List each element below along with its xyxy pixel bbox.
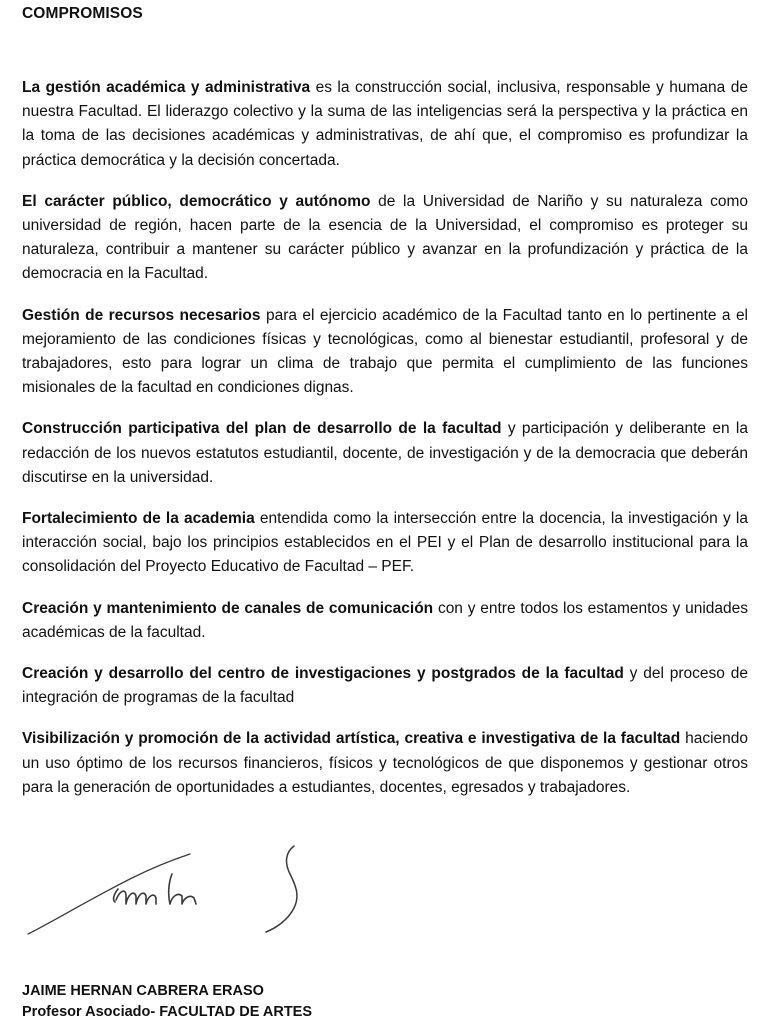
signer-title: Profesor Asociado- FACULTAD DE ARTES bbox=[22, 1004, 313, 1020]
handwritten-signature bbox=[22, 838, 342, 953]
commitment-title: Creación y mantenimiento de canales de comunicación bbox=[22, 599, 434, 617]
commitment-paragraph bbox=[22, 662, 748, 710]
commitment-paragraph bbox=[22, 727, 748, 800]
commitment-title: Construcción participativa del plan de desarrollo de la facultad bbox=[22, 420, 502, 438]
commitment-title: Visibilización y promoción de la actividad artística, creativa e investigativa de la facultad bbox=[22, 730, 681, 748]
commitment-paragraph bbox=[22, 417, 748, 490]
commitment-paragraph bbox=[22, 76, 748, 173]
commitment-paragraph bbox=[22, 597, 748, 645]
commitment-text: con y entre todos los estamentos y unidades académicas de la facultad. bbox=[22, 599, 749, 641]
commitments-list bbox=[22, 76, 748, 817]
commitment-text: haciendo un uso óptimo de los recursos financieros, físicos y tecnológicos de que disponemos y gestionar otros para la generación de oportunidades a estudiantes, docentes, egresados y trabajadores. bbox=[22, 730, 748, 796]
commitment-paragraph bbox=[22, 507, 748, 580]
commitment-title: La gestión académica y administrativa bbox=[22, 79, 311, 96]
commitment-paragraph bbox=[22, 304, 748, 401]
commitment-text: para el ejercicio académico de la Facultad tanto en lo pertinente a el mejoramiento de las condiciones físicas y tecnológicas, como al bienestar estudiantil, profesoral y de trabajadores, esto para lograr un clima de trabajo que permita el cumplimiento de las funciones misionales de la facultad en condiciones dignas. bbox=[22, 306, 749, 397]
commitment-paragraph bbox=[22, 190, 748, 287]
section-heading: COMPROMISOS bbox=[22, 5, 143, 22]
commitment-text: y del proceso de integración de programas de la facultad bbox=[22, 665, 748, 707]
commitment-text: y participación y deliberante en la redacción de los nuevos estatutos estudiantil, docente, de investigación y de la democracia que deberán discutirse en la universidad. bbox=[22, 420, 748, 486]
commitment-title: Gestión de recursos necesarios bbox=[22, 306, 261, 324]
document-page bbox=[22, 0, 748, 1032]
commitment-text: es la construcción social, inclusiva, responsable y humana de nuestra Facultad. El liderazgo colectivo y la suma de las inteligencias será la perspectiva y la práctica en la toma de las decisiones académicas y administrativas, de ahí que, el compromiso es profundizar la práctica democrática y la decisión concertada. bbox=[22, 79, 748, 169]
signer-name: JAIME HERNAN CABRERA ERASO bbox=[22, 983, 264, 999]
commitment-title: Creación y desarrollo del centro de investigaciones y postgrados de la facultad bbox=[22, 665, 624, 683]
commitment-text: de la Universidad de Nariño y su naturaleza como universidad de región, hacen parte de la esencia de la Universidad, el compromiso es proteger su naturaleza, contribuir a mantener su carácter público y avanzar en la profundización y práctica de la democracia en la Facultad. bbox=[22, 192, 749, 283]
commitment-text: entendida como la intersección entre la docencia, la investigación y la interacción social, bajo los principios establecidos en el PEI y el Plan de desarrollo institucional para la consolidación del Proyecto Educativo de Facultad – PEF. bbox=[22, 510, 748, 576]
commitment-title: Fortalecimiento de la academia bbox=[22, 510, 255, 528]
commitment-title: El carácter público, democrático y autónomo bbox=[22, 192, 371, 210]
